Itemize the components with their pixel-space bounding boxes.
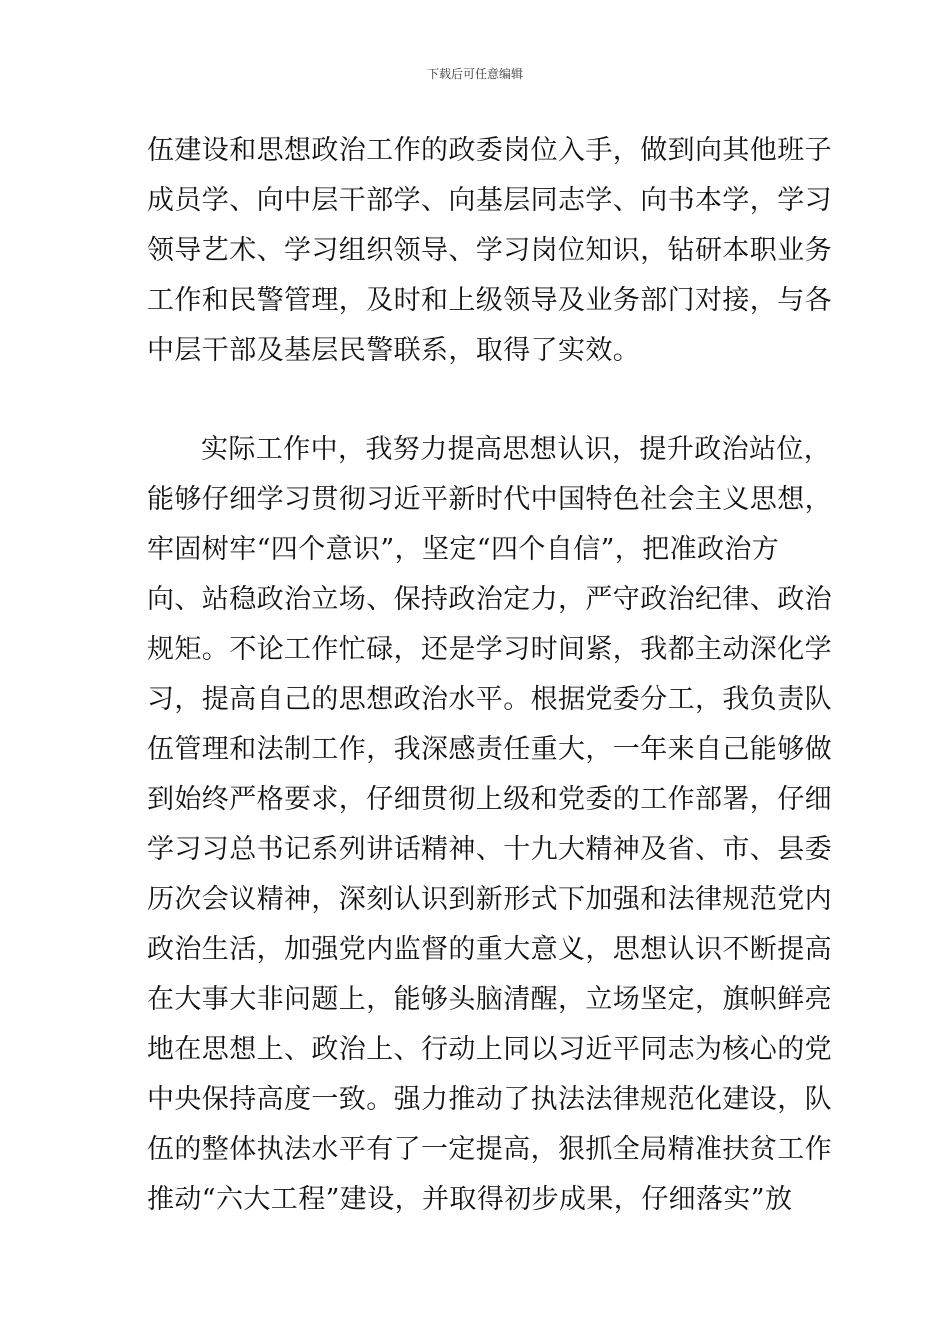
- text-line: 推动“六大工程”建设，并取得初步成果，仔细落实”放: [147, 1184, 793, 1215]
- text-line: 习，提高自己的思想政治水平。根据党委分工，我负责队: [147, 684, 832, 715]
- text-line: 历次会议精神，深刻认识到新形式下加强和法律规范党内: [147, 884, 832, 915]
- text-line: 工作和民警管理，及时和上级领导及业务部门对接，与各: [147, 285, 832, 316]
- text-line: 成员学、向中层干部学、向基层同志学、向书本学，学习: [147, 185, 832, 216]
- text-line: 中央保持高度一致。强力推动了执法法律规范化建设，队: [147, 1084, 832, 1115]
- paragraph-2: [147, 425, 832, 1225]
- text-line: 政治生活，加强党内监督的重大意义，思想认识不断提高: [147, 934, 832, 965]
- text-line: 实际工作中，我努力提高思想认识，提升政治站位，: [201, 434, 832, 465]
- text-line: 向、站稳政治立场、保持政治定力，严守政治纪律、政治: [147, 584, 832, 615]
- text-line: 伍管理和法制工作，我深感责任重大，一年来自己能够做: [147, 734, 832, 765]
- text-line: 地在思想上、政治上、行动上同以习近平同志为核心的党: [147, 1034, 832, 1065]
- text-line: 学习习总书记系列讲话精神、十九大精神及省、市、县委: [147, 834, 832, 865]
- text-line: 中层干部及基层民警联系，取得了实效。: [147, 335, 641, 366]
- text-line: 牢固树牢“四个意识”，坚定“四个自信”，把准政治方: [147, 534, 780, 565]
- text-line: 伍的整体执法水平有了一定提高，狠抓全局精准扶贫工作: [147, 1134, 832, 1165]
- text-line: 规矩。不论工作忙碌，还是学习时间紧，我都主动深化学: [147, 634, 832, 665]
- text-line: 到始终严格要求，仔细贯彻上级和党委的工作部署，仔细: [147, 784, 832, 815]
- text-line: 伍建设和思想政治工作的政委岗位入手，做到向其他班子: [147, 135, 832, 166]
- text-line: 领导艺术、学习组织领导、学习岗位知识，钻研本职业务: [147, 235, 832, 266]
- text-line: 能够仔细学习贯彻习近平新时代中国特色社会主义思想，: [147, 484, 832, 515]
- text-line: 在大事大非问题上，能够头脑清醒，立场坚定，旗帜鲜亮: [147, 984, 832, 1015]
- paragraph-1: [147, 126, 832, 376]
- page-header: 下载后可任意编辑: [426, 67, 523, 81]
